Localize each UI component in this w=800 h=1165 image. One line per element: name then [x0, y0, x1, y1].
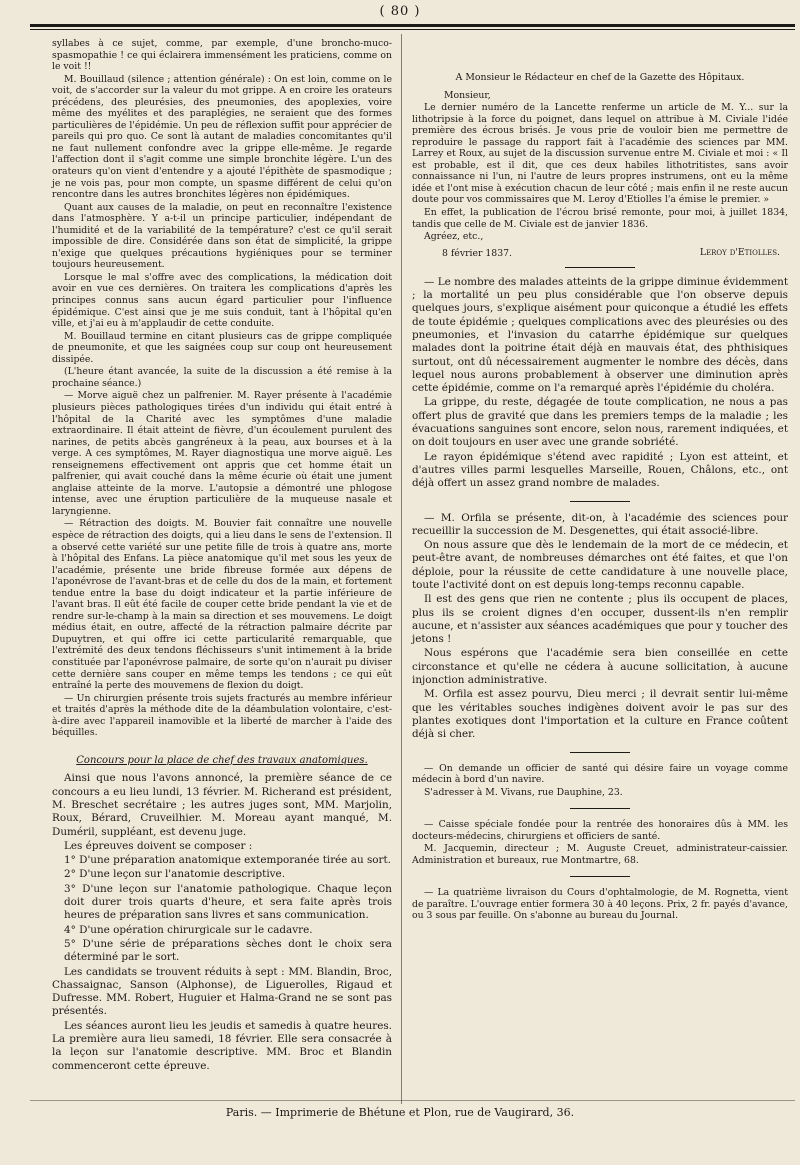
- paragraph: Ainsi que nous l'avons annoncé, la première séance de ce concours a eu lieu lundi, 13 février. M. Richerand est président, M. Breschet secrétaire ; les autres juges sont, MM. Marjolin, Roux, Bérard, Cruveilhier. M. Moreau ayant manqué, M. Duméril, suppléant, est devenu juge.: [52, 772, 392, 838]
- paragraph: (L'heure étant avancée, la suite de la discussion a été remise à la prochaine séance.): [52, 366, 392, 389]
- divider: [570, 808, 630, 809]
- paragraph: syllabes à ce sujet, comme, par exemple, d'une broncho-muco-spasmopathie ! ce qui éclairera immensément les praticiens, comme on le voit !!: [52, 38, 392, 73]
- paragraph: M. Orfila est assez pourvu, Dieu merci ; il devrait sentir lui-même que les véritables souches indigènes doivent avoir le pas sur des plantes exotiques dont l'importation et la culture en France coûtent déjà si cher.: [412, 688, 788, 741]
- paragraph: Le dernier numéro de la Lancette renferme un article de M. Y... sur la lithotripsie à la force du poignet, dans lequel on attribue à M. Civiale l'idée première des écrous brisés. Je vous prie de vouloir bien me permettre de reproduire le passage du rapport fait à l'académie des sciences par MM. Larrey et Roux, au sujet de la discussion survenue entre M. Civiale et moi : « Il est probable, est il dit, que ces deux habiles lithotritistes, sans avoir connaissance ni l'un, ni l'autre de leurs propres instrumens, ont eu la même idée et l'ont mise à exécution chacun de leur côté ; mais enfin il ne reste aucun doute pour vos commissaires que M. Leroy d'Etiolles l'a émise le premier. »: [412, 102, 788, 206]
- list-item: 3° D'une leçon sur l'anatomie pathologique. Chaque leçon doit durer trois quarts d'heure, et sera faite après trois heures de préparation sans livres et sans communication.: [64, 882, 392, 922]
- announcement: — La quatrième livraison du Cours d'ophtalmologie, de M. Rognetta, vient de paraître. L'ouvrage entier formera 30 à 40 leçons. Prix, 2 fr. payés d'avance, ou 3 sous par feuille. On s'abonne au bureau du Journal.: [412, 887, 788, 922]
- paragraph: — Un chirurgien présente trois sujets fracturés au membre inférieur et traités d'après la méthode dite de la déambulation volontaire, c'est-à-dire avec l'appareil inamovible et la liberté de marcher à l'aide des béquilles.: [52, 692, 392, 739]
- paragraph: Agréez, etc.,: [424, 231, 484, 243]
- announcement: — Caisse spéciale fondée pour la rentrée des honoraires dûs à MM. les docteurs-médecins, chirurgiens et officiers de santé.: [412, 819, 788, 842]
- paragraph: Le rayon épidémique s'étend avec rapidité ; Lyon est atteint, et d'autres villes parmi lesquelles Marseille, Rouen, Châlons, etc., ont déjà offert un assez grand nombre de malades.: [412, 450, 788, 490]
- letter-date: 8 février 1837.: [442, 248, 512, 260]
- right-column: [412, 72, 788, 923]
- divider: [570, 876, 630, 877]
- announcement: M. Jacquemin, directeur ; M. Auguste Creuet, administrateur-caissier. Administration et bureaux, rue Montmartre, 68.: [412, 843, 788, 866]
- divider: [565, 267, 635, 268]
- paragraph: — Rétraction des doigts. M. Bouvier fait connaître une nouvelle espèce de rétraction des doigts, qui a lieu dans le sens de l'extension. Il a observé cette variété sur une petite fille de trois à quatre ans, morte à l'hôpital des Enfans. La pièce anatomique qu'il met sous les yeux de l'académie, présente une bride fibreuse formée aux dépens de l'aponévrose de l'avant-bras et de celle du dos de la main, et fortement tendue entre la base du doigt indicateur et la partie inférieure de l'avant bras. Il eût été facile de couper cette bride pendant la vie et de rendre sur-le-champ à la main sa direction et ses mouvemens. Le doigt médius était, en outre, affecté de la rétraction palmaire décrite par Dupuytren, et qui offre ici cette particularité remarquable, que l'extrémité des deux tendons fléchisseurs s'unit intimement à la bride constituée par l'aponévrose palmaire, de sorte qu'on n'aurait pu diviser cette dernière sans couper en même temps les tendons ; ce qui eût entraîné la perte des mouvemens de flexion du doigt.: [52, 518, 392, 692]
- announcement: — On demande un officier de santé qui désire faire un voyage comme médecin à bord d'un navire.: [412, 762, 788, 786]
- footer-rule: [30, 1100, 795, 1101]
- announcements: [412, 763, 788, 922]
- printer-footer: Paris. — Imprimerie de Bhétune et Plon, rue de Vaugirard, 36.: [225, 1106, 575, 1119]
- column-separator: [401, 34, 402, 1104]
- paragraph: Lorsque le mal s'offre avec des complications, la médication doit avoir en vue ces dernières. On traitera les complications d'après les principes connus sans aucun égard particulier pour l'influence épidémique. C'est ainsi que je me suis conduit, tant à l'hôpital qu'en ville, et j'ai eu à m'applaudir de cette conduite.: [52, 271, 392, 330]
- header-rule: [30, 24, 795, 30]
- announcement: S'adresser à M. Vivans, rue Dauphine, 23.: [424, 786, 623, 798]
- paragraph: Nous espérons que l'académie sera bien conseillée en cette circonstance et qu'elle ne cédera à aucune sollicitation, à aucune injonction administrative.: [412, 647, 788, 687]
- paragraph: La grippe, du reste, dégagée de toute complication, ne nous a pas offert plus de gravité que dans les premiers temps de la maladie ; les évacuations sanguines sont encore, selon nous, rarement indiquées, et on doit toujours en user avec une grande sobriété.: [412, 396, 788, 449]
- paragraph: — Le nombre des malades atteints de la grippe diminue évidemment ; la mortalité un peu plus considérable que l'on observe depuis quelques jours, s'explique aisément pour quiconque a étudié les effets de toute épidémie ; quelques complications avec des pleurésies ou des pneumonies, et l'invasion du catarrhe épidémique sur quelques malades dont la poitrine était déjà en mauvais état, des phthisiques surtout, ont dû nécessairement augmenter le nombre des décès, dans lequel nous aurons probablement à observer une diminution après cette épidémie, comme on l'a remarqué après l'épidémie du choléra.: [412, 275, 788, 395]
- paragraph: Il est des gens que rien ne contente ; plus ils occupent de places, plus ils se croient dignes d'en occuper, dussent-ils n'en remplir aucune, et n'assister aux séances académiques que pour y toucher des jetons !: [412, 593, 788, 646]
- list-item: 1° D'une préparation anatomique extemporanée tirée au sort.: [64, 854, 391, 867]
- divider: [570, 501, 630, 502]
- paragraph: M. Bouillaud termine en citant plusieurs cas de grippe compliquée de pneumonite, et que les saignées coup sur coup ont heureusement dissipée.: [52, 330, 392, 365]
- paragraph: — M. Orfila se présente, dit-on, à l'académie des sciences pour recueillir la succession de M. Desgenettes, qui était associé-libre.: [412, 511, 788, 537]
- paragraph: Les séances auront lieu les jeudis et samedis à quatre heures. La première aura lieu samedi, 18 février. Elle sera consacrée à la leçon sur l'anatomie descriptive. MM. Broc et Blandin commenceront cette épreuve.: [52, 1019, 392, 1072]
- concours-article: [52, 772, 392, 1073]
- left-column: [52, 38, 392, 1074]
- epreuves-list: [52, 854, 392, 964]
- page-number: ( 80 ): [379, 4, 421, 19]
- paragraph: Les épreuves doivent se composer :: [64, 839, 253, 852]
- paragraph: Les candidats se trouvent réduits à sept : MM. Blandin, Broc, Chassaignac, Sanson (Alphonse), de Liguerolles, Rigaud et Dufresse. MM. Robert, Huguier et Halma-Grand ne se sont pas présentés.: [52, 965, 392, 1018]
- divider: [570, 752, 630, 753]
- list-item: 4° D'une opération chirurgicale sur le cadavre.: [64, 923, 313, 936]
- signature: Leroy d'Etiolles.: [699, 246, 780, 258]
- grippe-article: [412, 276, 788, 491]
- list-item: 2° D'une leçon sur l'anatomie descriptive.: [64, 868, 286, 881]
- paragraph: — Morve aiguë chez un palfrenier. M. Rayer présente à l'académie plusieurs pièces pathologiques tirées d'un individu qui était entré à l'hôpital de la Charité avec les symptômes d'une maladie extraordinaire. Il était atteint de fièvre, d'un écoulement purulent des narines, de petits abcès gangréneux à la peau, aux bourses et à la verge. A ces symptômes, M. Rayer diagnostiqua une morve aiguë. Les renseignemens effectivement ont appris que cet homme était un palfrenier, qui avait couché dans la même écurie où était une jument anglaise atteinte de la morve. L'autopsie a démontré une phlogose intense, avec une éruption particulière de la muqueuse nasale et laryngienne.: [52, 390, 392, 517]
- paragraph: En effet, la publication de l'écrou brisé remonte, pour moi, à juillet 1834, tandis que celle de M. Civiale est de janvier 1836.: [412, 207, 788, 230]
- paragraph: M. Bouillaud (silence ; attention générale) : On est loin, comme on le voit, de s'accorder sur la valeur du mot grippe. A en croire les orateurs précédens, des pleurésies, des pneumonies, des apoplexies, voire même des myélites et des paraplégies, ne seraient que des formes particulières de l'épidémie. Un peu de réflexion suffit pour apprécier de pareils qui pro quo. Ce sont là autant de maladies concomitantes qu'il ne faut nullement confondre avec la grippe elle-même. Je regarde l'affection dont il s'agit comme une simple bronchite légère. L'un des orateurs qu'on vient d'entendre y a ajouté l'épithète de spasmodique ; je ne vois pas, pour mon compte, un spasme différent de celui qu'on rencontre dans les autres bronchites légères non épidémiques.: [52, 73, 392, 201]
- paragraph: On nous assure que dès le lendemain de la mort de ce médecin, et peut-être avant, de nombreuses démarches ont été faites, et que l'on déploie, pour la réussite de cette candidature à une nouvelle place, toute l'activité dont on est depuis long-temps reconnu capable.: [412, 539, 788, 591]
- letter-heading: A Monsieur le Rédacteur en chef de la Gazette des Hôpitaux.: [455, 72, 745, 83]
- salutation: Monsieur,: [444, 89, 491, 101]
- section-title: Concours pour la place de chef des travaux anatomiques.: [76, 754, 368, 766]
- list-item: 5° D'une série de préparations sèches dont le choix sera déterminé par le sort.: [64, 937, 392, 964]
- orfila-article: [412, 512, 788, 742]
- paragraph: Quant aux causes de la maladie, on peut en reconnaître l'existence dans l'atmosphère. Y a-t-il un principe particulier, indépendant de l'humidité et de la variabilité de la température? c'est ce qu'il serait impossible de dire. Considérée dans son état de simplicité, la grippe n'exige que quelques précautions hygiéniques pour se terminer toujours heureusement.: [52, 201, 392, 271]
